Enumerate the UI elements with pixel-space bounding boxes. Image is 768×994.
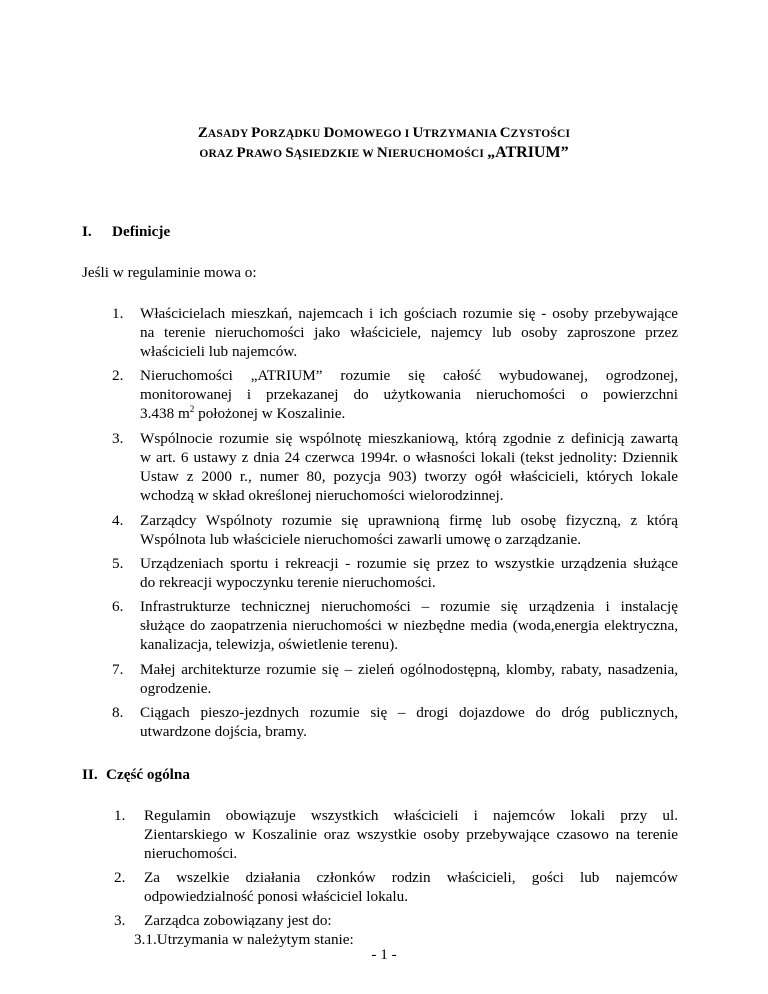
definition-item-6: 6. Infrastrukturze technicznej nieruchomości – rozumie się urządzenia i instalację służące do zaopatrzenia nieruchomości w niezbędne media (woda,energia elektryczna, kanalizacja, telewizja, oświetlenie terenu).: [112, 598, 678, 653]
document-title-line1: ZASADY PORZĄDKU DOMOWEGO I UTRZYMANIA CZYSTOŚCI: [197, 125, 571, 141]
general-item-2: 2. Za wszelkie działania członków rodzin właścicieli, gości lub najemców odpowiedzialność ponosi właściciel lokalu.: [114, 869, 678, 905]
general-item-3: 3. Zarządca zobowiązany jest do:: [114, 912, 332, 929]
page-number: - 1 -: [371, 946, 397, 963]
section1-intro: Jeśli w regulaminie mowa o:: [82, 264, 257, 281]
general-subitem-3-1: 3.1.Utrzymania w należytym stanie:: [134, 931, 354, 948]
definition-item-8: 8. Ciągach pieszo-jezdnych rozumie się – drogi dojazdowe do dróg publicznych, utwardzone dojścia, bramy.: [112, 704, 678, 740]
section1-heading: I. Definicje: [82, 223, 171, 240]
section2-heading: II. Część ogólna: [82, 766, 190, 783]
definition-item-2: 2. Nieruchomości „ATRIUM” rozumie się całość wybudowanej, ogrodzonej, monitorowanej i przekazanej do użytkowania nieruchomości o powierzchni 3.438 $m^2$ położonej w Koszalinie.: [112, 367, 678, 422]
general-item-1: 1. Regulamin obowiązuje wszystkich właścicieli i najemców lokali przy ul. Zientarskiego w Koszalinie oraz wszystkie osoby przebywające czasowo na terenie nieruchomości.: [114, 807, 678, 862]
definition-item-4: 4. Zarządcy Wspólnoty rozumie się uprawnioną firmę lub osobę fizyczną, z którą Wspólnota lub właściciele nieruchomości zawarli umowę o zarządzanie.: [112, 512, 678, 548]
definition-item-5: 5. Urządzeniach sportu i rekreacji - rozumie się przez to wszystkie urządzenia służące do rekreacji wypoczynku terenie nieruchomości.: [112, 555, 678, 591]
definition-item-3: 3. Wspólnocie rozumie się wspólnotę mieszkaniową, którą zgodnie z definicją zawartą w art. 6 ustawy z dnia 24 czerwca 1994r. o własności lokali (tekst jednolity: Dziennik Ustaw z 2000 r., numer 80, pozycja 903) tworzy ogół właścicieli, których lokale wchodzą w skład określonej nieruchomości wielorodzinnej.: [112, 430, 678, 504]
definition-item-7: 7. Małej architekturze rozumie się – zieleń ogólnodostępną, klomby, rabaty, nasadzenia, ogrodzenie.: [112, 661, 678, 697]
document-title-line2: ORAZ PRAWO SĄSIEDZKIE W NIERUCHOMOŚCI „ATRIUM”: [199, 144, 569, 161]
definition-item-1: 1. Właścicielach mieszkań, najemcach i ich gościach rozumie się - osoby przebywające na terenie nieruchomości jako właściciele, najemcy lub osoby zaproszone przez właścicieli lub najemców.: [112, 305, 678, 360]
